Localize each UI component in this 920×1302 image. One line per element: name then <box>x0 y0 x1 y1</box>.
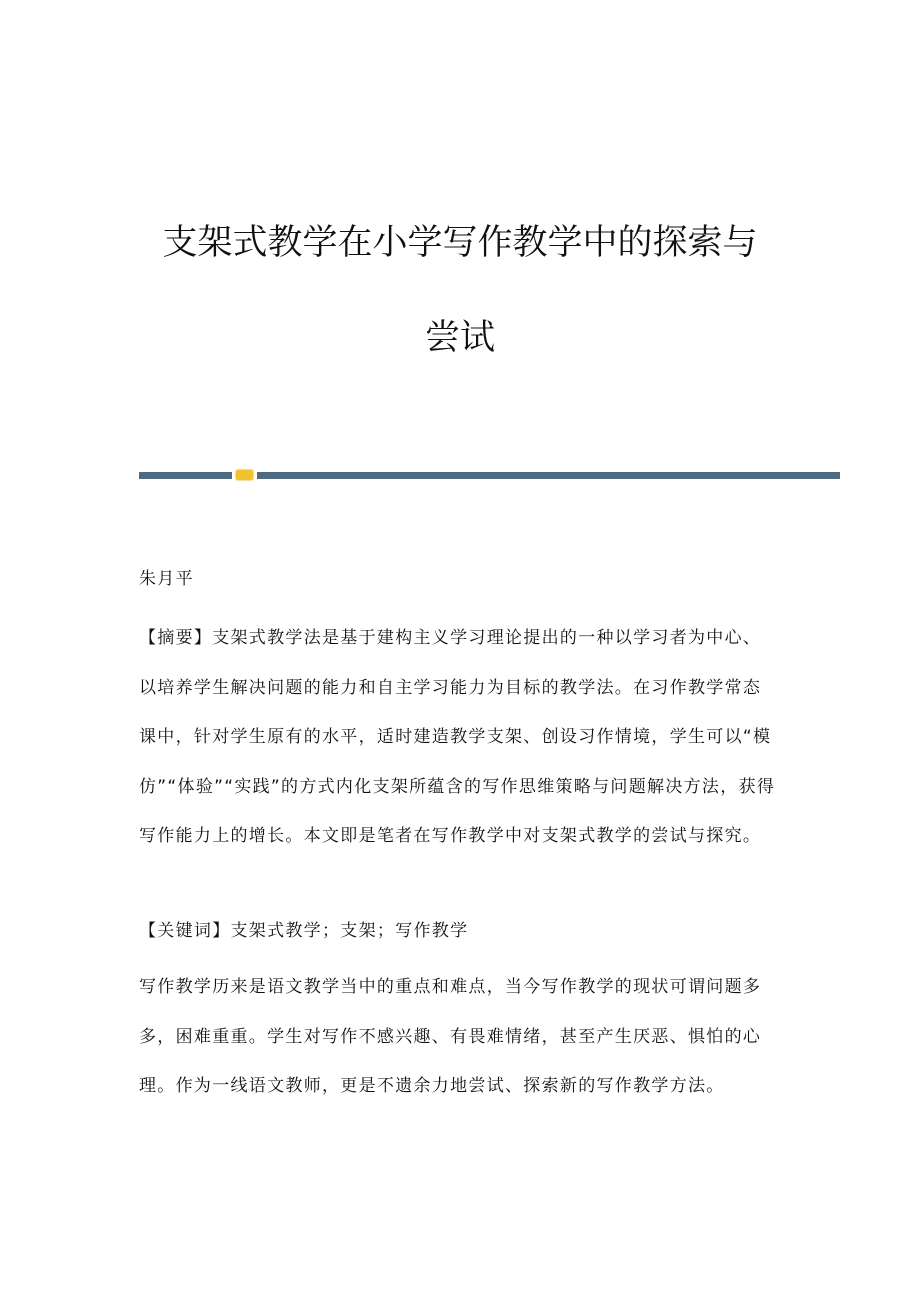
divider-right <box>257 472 840 479</box>
divider-ornament-icon <box>236 470 253 480</box>
body-paragraph: 写作教学历来是语文教学当中的重点和难点，当今写作教学的现状可谓问题多多，困难重重。学生对写作不感兴趣、有畏难情绪，甚至产生厌恶、惧怕的心理。作为一线语文教师，更是不遗余力地尝试、探索新的写作教学方法。 <box>139 977 762 1096</box>
title-line-2: 尝试 <box>424 318 495 358</box>
keywords: 【关键词】支架式教学；支架；写作教学 <box>139 921 469 941</box>
author: 朱月平 <box>139 569 194 589</box>
abstract: 【摘要】支架式教学法是基于建构主义学习理论提出的一种以学习者为中心、以培养学生解决问题的能力和自主学习能力为目标的教学法。在习作教学常态课中，针对学生原有的水平，适时建造教学支架、创设习作情境，学生可以“模仿”“体验”“实践”的方式内化支架所蕴含的写作思维策略与问题解决方法，获得写作能力上的增长。本文即是笔者在写作教学中对支架式教学的尝试与探究。 <box>139 628 776 846</box>
divider-left <box>139 472 232 479</box>
title-line-1: 支架式教学在小学写作教学中的探索与 <box>162 223 758 263</box>
